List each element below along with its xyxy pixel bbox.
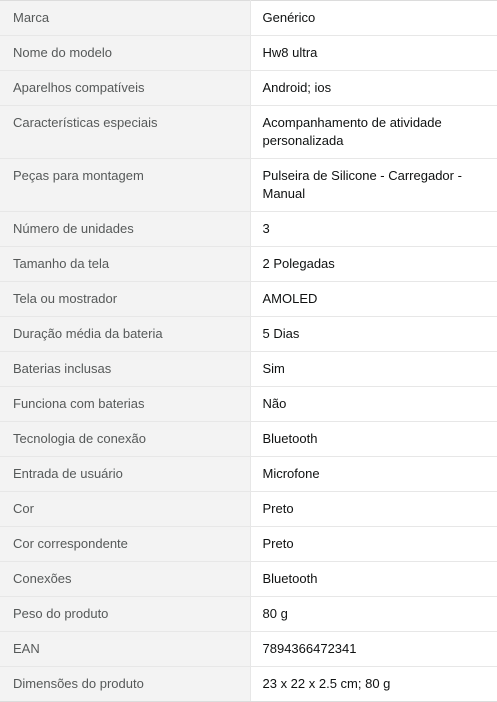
- spec-value: AMOLED: [250, 282, 497, 317]
- spec-label: EAN: [0, 632, 250, 667]
- spec-value: Acompanhamento de atividade personalizada: [250, 106, 497, 159]
- spec-label: Conexões: [0, 562, 250, 597]
- table-row: [0, 282, 497, 317]
- table-row: [0, 597, 497, 632]
- table-row: [0, 106, 497, 159]
- spec-label: Peso do produto: [0, 597, 250, 632]
- table-row: [0, 527, 497, 562]
- table-row: [0, 71, 497, 106]
- spec-value: 7894366472341: [250, 632, 497, 667]
- spec-label: Tela ou mostrador: [0, 282, 250, 317]
- spec-label: Características especiais: [0, 106, 250, 159]
- spec-label: Nome do modelo: [0, 36, 250, 71]
- spec-label: Aparelhos compatíveis: [0, 71, 250, 106]
- table-row: [0, 492, 497, 527]
- table-row: [0, 457, 497, 492]
- spec-value: 23 x 22 x 2.5 cm; 80 g: [250, 667, 497, 702]
- spec-label: Marca: [0, 1, 250, 36]
- spec-label: Número de unidades: [0, 212, 250, 247]
- spec-value: Preto: [250, 492, 497, 527]
- spec-label: Cor correspondente: [0, 527, 250, 562]
- spec-value: Não: [250, 387, 497, 422]
- spec-value: Microfone: [250, 457, 497, 492]
- table-row: [0, 159, 497, 212]
- spec-value: Sim: [250, 352, 497, 387]
- product-specs-body: [0, 1, 497, 702]
- spec-label: Duração média da bateria: [0, 317, 250, 352]
- spec-value: 5 Dias: [250, 317, 497, 352]
- spec-label: Tecnologia de conexão: [0, 422, 250, 457]
- spec-label: Tamanho da tela: [0, 247, 250, 282]
- table-row: [0, 317, 497, 352]
- table-row: [0, 562, 497, 597]
- table-row: [0, 36, 497, 71]
- spec-label: Entrada de usuário: [0, 457, 250, 492]
- table-row: [0, 247, 497, 282]
- spec-value: Android; ios: [250, 71, 497, 106]
- spec-label: Baterias inclusas: [0, 352, 250, 387]
- spec-label: Dimensões do produto: [0, 667, 250, 702]
- table-row: [0, 352, 497, 387]
- spec-label: Cor: [0, 492, 250, 527]
- table-row: [0, 632, 497, 667]
- spec-value: 2 Polegadas: [250, 247, 497, 282]
- table-row: [0, 387, 497, 422]
- spec-value: Genérico: [250, 1, 497, 36]
- table-row: [0, 422, 497, 457]
- spec-value: Preto: [250, 527, 497, 562]
- table-row: [0, 667, 497, 702]
- spec-value: Bluetooth: [250, 422, 497, 457]
- table-row: [0, 1, 497, 36]
- spec-value: Bluetooth: [250, 562, 497, 597]
- spec-value: 3: [250, 212, 497, 247]
- spec-value: 80 g: [250, 597, 497, 632]
- spec-value: Pulseira de Silicone - Carregador - Manual: [250, 159, 497, 212]
- spec-value: Hw8 ultra: [250, 36, 497, 71]
- table-row: [0, 212, 497, 247]
- spec-label: Funciona com baterias: [0, 387, 250, 422]
- spec-label: Peças para montagem: [0, 159, 250, 212]
